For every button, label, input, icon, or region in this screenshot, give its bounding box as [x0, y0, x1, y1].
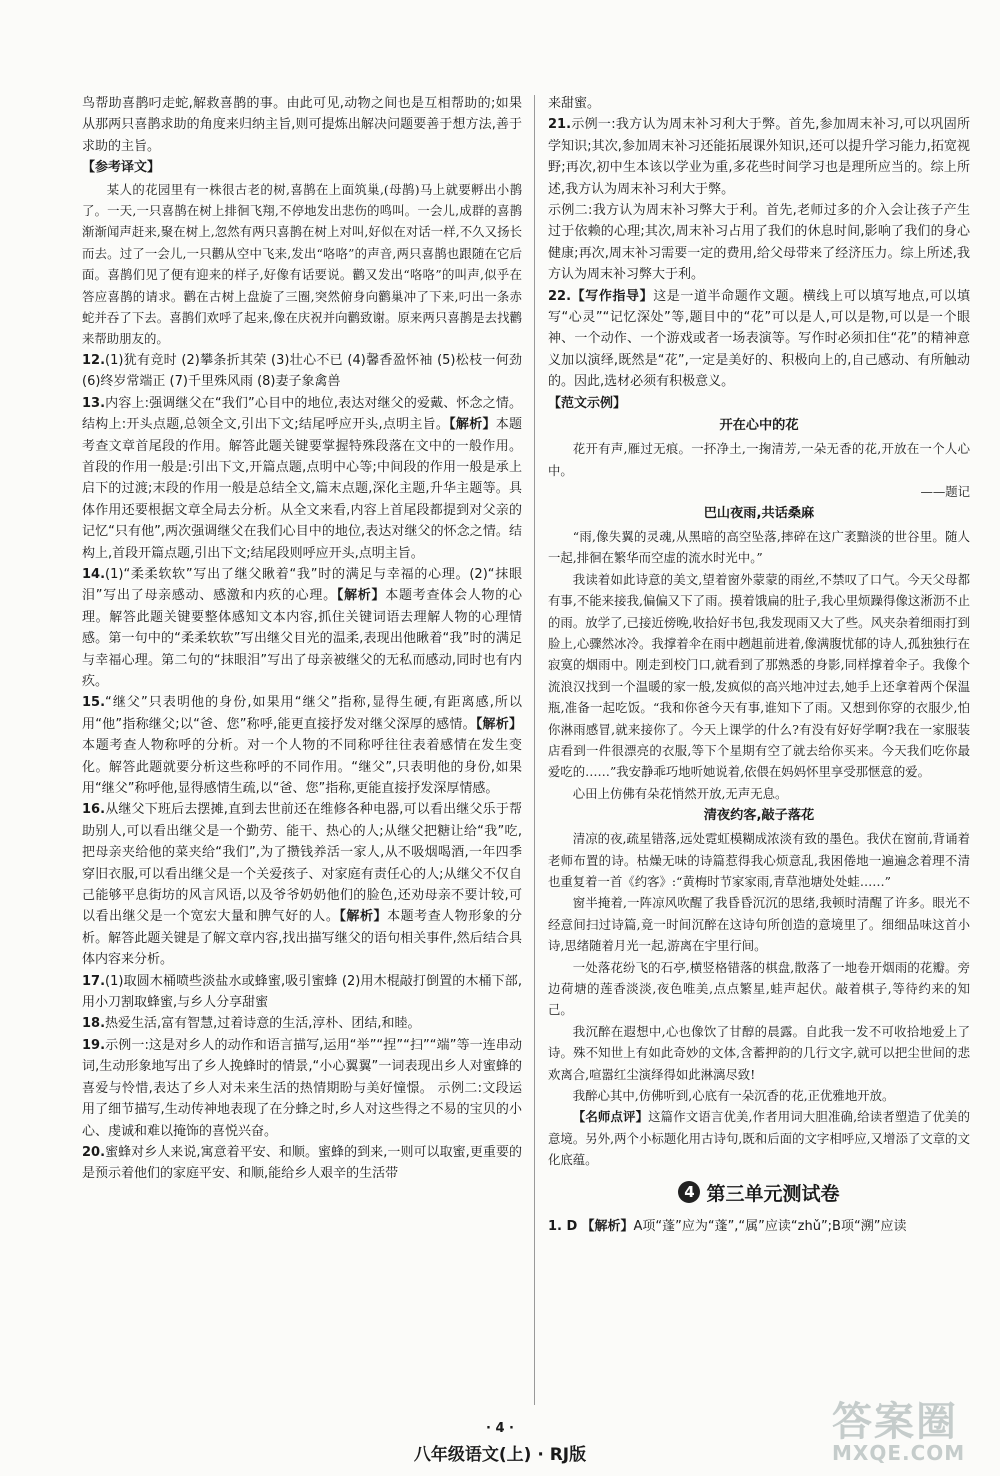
answer-15 — [82, 692, 522, 799]
paragraph-top: 来甜蜜。 — [548, 96, 601, 111]
answer-number: 14. — [82, 566, 106, 582]
section-number-badge: 4 — [678, 1181, 700, 1203]
reference-translation-label: 【参考译文】 — [82, 160, 161, 176]
essay-epigraph-sign: ——题记 — [920, 483, 970, 499]
essay-paragraph: 心田上仿佛有朵花悄然开放,无声无息。 — [572, 785, 788, 801]
answer-text: 这是一道半命题作文题。横线上可以填写地点,可以填写“心灵”“记忆深处”等,题目中的“花”可以是人,可以是物,可以是一个眼神、一个动作、一个游戏或者一场表演等。写作时必须扣住“花”的精神意义加以演绎,既然是“花”,一定是美好的、积极向上的,自己感动、有所触动的。因此,选材必须有积极意义。 — [548, 288, 970, 390]
answer-number: 16. — [82, 802, 106, 818]
analysis-label: 【解析】 — [339, 909, 388, 925]
writing-guide-label: 【写作指导】 — [571, 288, 654, 304]
essay-paragraph: “雨,像失翼的灵魂,从黑暗的高空坠落,摔碎在这广袤黯淡的世谷里。随人一起,排徊在繁华而空虚的流水时光中。” — [548, 528, 970, 566]
essay-epigraph: 花开有声,雁过无痕。一抔净土,一掬清芳,一朵无香的花,开放在一个人心中。 — [548, 441, 970, 478]
analysis-text: 本题考查体会人物的心理。解答此题关键要整体感知文本内容,抓住关键词语去理解人物的心理情感。第一句中的“柔柔软软”写出继父目光的温柔,表现出他瞅着“我”时的满足与幸福心理。第二句的“抹眼泪”写出了母亲被继父的无私而感动,同时也有内疚。 — [82, 588, 522, 689]
answer-number: 18. — [82, 1016, 106, 1032]
essay-paragraph: 我读着如此诗意的美文,望着窗外蒙蒙的雨丝,不禁叹了口气。今天父母都有事,不能来接我,偏偏又下了雨。摸着饿扁的肚子,我心里烦躁得像这淅沥不止的雨。放学了,已接近傍晚,收拾好书包,我发现雨又大了些。风夹杂着细雨打到脸上,心骤然冰冷。我撑着伞在雨中趔趄前进着,像满腹忧郁的诗人,孤独独行在寂寞的烟雨中。刚走到校门口,就看到了那熟悉的身影,同样撑着伞子。我像个流浪汉找到一个温暖的家一般,发疯似的高兴地冲过去,她手上还拿着两个保温瓶,准备一起吃饭。“我和你爸今天有事,谁知下了雨。又想到你穿的衣服少,怕你淋雨感冒,就来接你了。今天上课学的什么?有没有好好学啊?我在一家服装店看到一件很漂亮的衣服,等下个星期有空了就去给你买来。今天我们吃你最爱吃的……”我安静乖巧地听她说着,依偎在妈妈怀里享受那惬意的爱。 — [548, 571, 970, 780]
answer-1 — [548, 1216, 970, 1237]
answer-text: 热爱生活,富有智慧,过着诗意的生活,淳朴、团结,和睦。 — [105, 1016, 421, 1032]
teacher-comment-label: 【名师点评】 — [572, 1109, 649, 1125]
analysis-text: 本题考查人物称呼的分析。对一个人物的不同称呼往往表着感情在发生变化。解答此题就要分析这些称呼的不同作用。“继父”,只表明他的身份,如果用“继父”称呼他,显得感情生疏,以“爸、您”指称,更能直接抒发深厚情感。 — [82, 738, 522, 796]
answer-number: 17. — [82, 973, 106, 989]
watermark-logo — [832, 1390, 982, 1472]
answer-text: (1)“柔柔软软”写出了继父瞅着“我”时的满足与幸福的心理。(2)“抹眼泪”写出了母亲感动、感激和内疚的心理。 — [82, 566, 522, 604]
answer-17 — [82, 971, 522, 1014]
answer-13 — [82, 393, 522, 564]
answer-19 — [82, 1035, 522, 1142]
analysis-label: 【解析】 — [336, 588, 386, 604]
answer-16 — [82, 799, 522, 970]
analysis-label: 【解析】 — [449, 417, 496, 433]
right-column — [548, 93, 970, 1237]
essay-paragraph: 一处落花纷飞的石亭,横竖格错落的棋盘,散落了一地卷开烟雨的花瓣。旁边荷塘的莲香淡淡,夜色唯美,点点繁星,蛙声起伏。敲着棋子,等待约来的知己。 — [548, 959, 970, 1018]
answer-text: “继父”只表明他的身份,如果用“继父”指称,显得生硬,有距离感,所以用“他”指称继父;以“爸、您”称呼,能更直接抒发对继父深厚的感情。 — [82, 695, 522, 732]
essay-paragraph: 我醉心其中,仿佛听到,心底有一朵沉香的花,正优雅地开放。 — [572, 1088, 895, 1104]
answer-text: 从继父下班后去摆摊,直到去世前还在维修各种电器,可以看出继父乐于帮助别人,可以看出继父是一个勤劳、能干、热心的人;从继父把糖让给“我”吃,把母亲夹给他的菜夹给“我们”,为了攒钱养活一家人,从不吸烟喝酒,一年四季穿旧衣服,可以看出继父是一个关爱孩子、对家庭有责任心的人;从继父不仅自己能够平息街坊的风言风语,以及爷爷奶奶他们的脸色,还劝母亲不要计较,可以看出继父是一个宽宏大量和脾气好的人。 — [82, 802, 522, 925]
analysis-text: 本题考查人物形象的分析。解答此题关键是了解文章内容,找出描写继父的语句相关事件,然后结合具体内容来分析。 — [82, 909, 522, 968]
answer-21-example-2: 示例二:我方认为周末补习弊大于利。首先,老师过多的介入会让孩子产生过于依赖的心理;其次,周末补习占用了我们的休息时间,影响了我们的身心健康;再次,周末补习需要一定的费用,给父母带来了经济压力。综上所述,我方认为周末补习弊大于利。 — [548, 203, 970, 283]
column-divider — [534, 95, 535, 1405]
answer-number: 22. — [548, 288, 572, 304]
answer-text: (1)犹有竞时 (2)攀条折其荣 (3)壮心不已 (4)馨香盈怀袖 (5)松枝一何劲 (6)终岁常端正 (7)千里殊风雨 (8)妻子象禽兽 — [82, 352, 522, 390]
answer-number: 15. — [82, 695, 106, 711]
paragraph-top: 鸟帮助喜鹊叼走蛇,解救喜鹊的事。由此可见,动物之间也是互相帮助的;如果从那两只喜鹊求助的角度来归纳主旨,则可提炼出解决问题要善于想方法,善于求助的主旨。 — [82, 96, 522, 154]
answer-number: 13. — [82, 395, 106, 411]
section-title: 第三单元测试卷 — [706, 1182, 840, 1205]
watermark-text: 答案圈 — [832, 1399, 958, 1445]
essay-subtitle-2: 清夜约客,敲子落花 — [703, 808, 815, 824]
left-column — [82, 93, 522, 1185]
answer-number: 20. — [82, 1144, 106, 1160]
analysis-text: 本题考查文章首尾段的作用。解答此题关键要掌握特殊段落在文中的一般作用。首段的作用一般是:引出下文,开篇点题,点明中心等;中间段的作用一般是承上启下的过渡;末段的作用一般是总结全文,篇末点题,深化主题,升华主题等。具体作用还要根据文章全局去分析。从全文来看,内容上首尾段都提到对父亲的记忆“只有他”,两次强调继父在我们心目中的地位,表达对继父的怀念之情。结构上,首段开篇点题,引出下文;结尾段则呼应开头,点明主旨。 — [82, 417, 522, 561]
answer-text: 示例一:这是对乡人的动作和语言描写,运用“举”“捏”“扫”“端”等一连串动词,生动形象地写出了乡人挽蜂时的情景,“小心翼翼”一词表现出乡人对蜜蜂的喜爱与怜惜,表达了乡人对未来生活的热情期盼与美好憧憬。 示例二:文段运用了细节描写,生动传神地表现了在分蜂之时,乡人对这些得之不易的宝贝的小心、虔诚和难以掩饰的喜悦兴奋。 — [82, 1037, 522, 1139]
teacher-comment — [548, 1106, 970, 1170]
answer-12 — [82, 350, 522, 393]
teacher-comment-text: 这篇作文语言优美,作者用词大胆准确,给读者塑造了优美的意境。另外,两个小标题化用古诗句,既和后面的文字相呼应,又增添了文章的文化底蕴。 — [548, 1109, 970, 1168]
answer-text: 蜜蜂对乡人来说,寓意着平安、和顺。蜜蜂的到来,一则可以取蜜,更重要的是预示着他们的家庭平安、和顺,能给乡人艰辛的生活带 — [82, 1144, 522, 1182]
reference-translation-text: 某人的花园里有一株很古老的树,喜鹊在上面筑巢,(母鹊)马上就要孵出小鹊了。一天,一只喜鹊在树上排徊飞翔,不停地发出悲伤的鸣叫。一会儿,成群的喜鹊渐渐闻声赶来,聚在树上,忽然有两只喜鹊在树上对叫,好似在对话一样,不久又扬长而去。过了一会儿,一只鹳从空中飞来,发出“咯咯”的声音,两只喜鹊也跟随在它后面。喜鹊们见了便有迎来的样子,好像有话要说。鹳又发出“咯咯”的叫声,似乎在答应喜鹊的请求。鹳在古树上盘旋了三圈,突然俯身向鹳巢冲了下来,叼出一条赤蛇并吞了下去。喜鹊们欢呼了起来,像在庆祝并向鹳致谢。原来两只喜鹊是去找鹳来帮助朋友的。 — [82, 181, 522, 347]
section-heading — [548, 1179, 970, 1206]
footer-title: 八年级语文(上) · RJ版 — [413, 1445, 587, 1465]
essay-subtitle-1: 巴山夜雨,共话桑麻 — [703, 505, 815, 521]
page-number: · 4 · — [486, 1421, 514, 1436]
answer-20 — [82, 1142, 522, 1185]
essay-paragraph: 我沉醉在遐想中,心也像饮了甘醇的晨露。自此我一发不可收拾地爱上了诗。殊不知世上有如此奇妙的文体,含蓄押韵的几行文字,就可以把尘世间的悲欢离合,喧嚣红尘演绎得如此淋漓尽致! — [548, 1023, 970, 1082]
answer-text: 内容上:强调继父在“我们”心目中的地位,表达对继父的爱戴、怀念之情。结构上:开头点题,总领全文,引出下文;结尾呼应开头,点明主旨。 — [82, 395, 522, 433]
answer-22 — [548, 286, 970, 393]
essay-paragraph: 清凉的夜,疏星错落,远处霓虹模糊成浓淡有致的墨色。我伏在窗前,背诵着老师布置的诗。枯燥无味的诗篇惹得我心烦意乱,我困倦地一遍遍念着理不清也重复着一首《约客》:“黄梅时节家家雨,青草池塘处处蛙……” — [548, 831, 970, 889]
analysis-label: 【解析】 — [475, 716, 522, 732]
answer-text: 示例一:我方认为周末补习利大于弊。首先,参加周末补习,可以巩固所学知识;其次,参加周末补习还能拓展课外知识,还可以提升学习能力,拓宽视野;再次,初中生本该以学业为重,多花些时间学习也是理所应当的。综上所述,我方认为周末补习利大于弊。 — [548, 117, 970, 197]
answer-14 — [82, 564, 522, 692]
answer-21 — [548, 114, 970, 200]
answer-number: 21. — [548, 117, 572, 133]
answer-number: 12. — [82, 352, 106, 368]
model-essay-label: 【范文示例】 — [548, 395, 627, 411]
analysis-label: 【解析】 — [581, 1218, 634, 1234]
answer-text: A项“蓬”应为“蓬”,“属”应读“zhǔ”;B项“溯”应读 — [633, 1218, 907, 1234]
watermark-url: MXQE.COM — [832, 1441, 966, 1465]
answer-18 — [82, 1013, 522, 1034]
essay-paragraph: 窗半掩着,一阵凉风吹醒了我昏昏沉沉的思绪,我顿时清醒了许多。眼光不经意间扫过诗篇,竟一时间沉醉在这诗句所创造的意境里了。细细品味这首小诗,思绪随着月光一起,游离在宇里行间。 — [548, 895, 970, 954]
essay-title: 开在心中的花 — [719, 418, 799, 434]
answer-number: 19. — [82, 1037, 106, 1053]
answer-number: 1. D — [548, 1218, 578, 1234]
answer-text: (1)取圆木桶喷些淡盐水或蜂蜜,吸引蜜蜂 (2)用木棍敲打倒置的木桶下部,用小刀割取蜂蜜,与乡人分享甜蜜 — [82, 973, 522, 1011]
